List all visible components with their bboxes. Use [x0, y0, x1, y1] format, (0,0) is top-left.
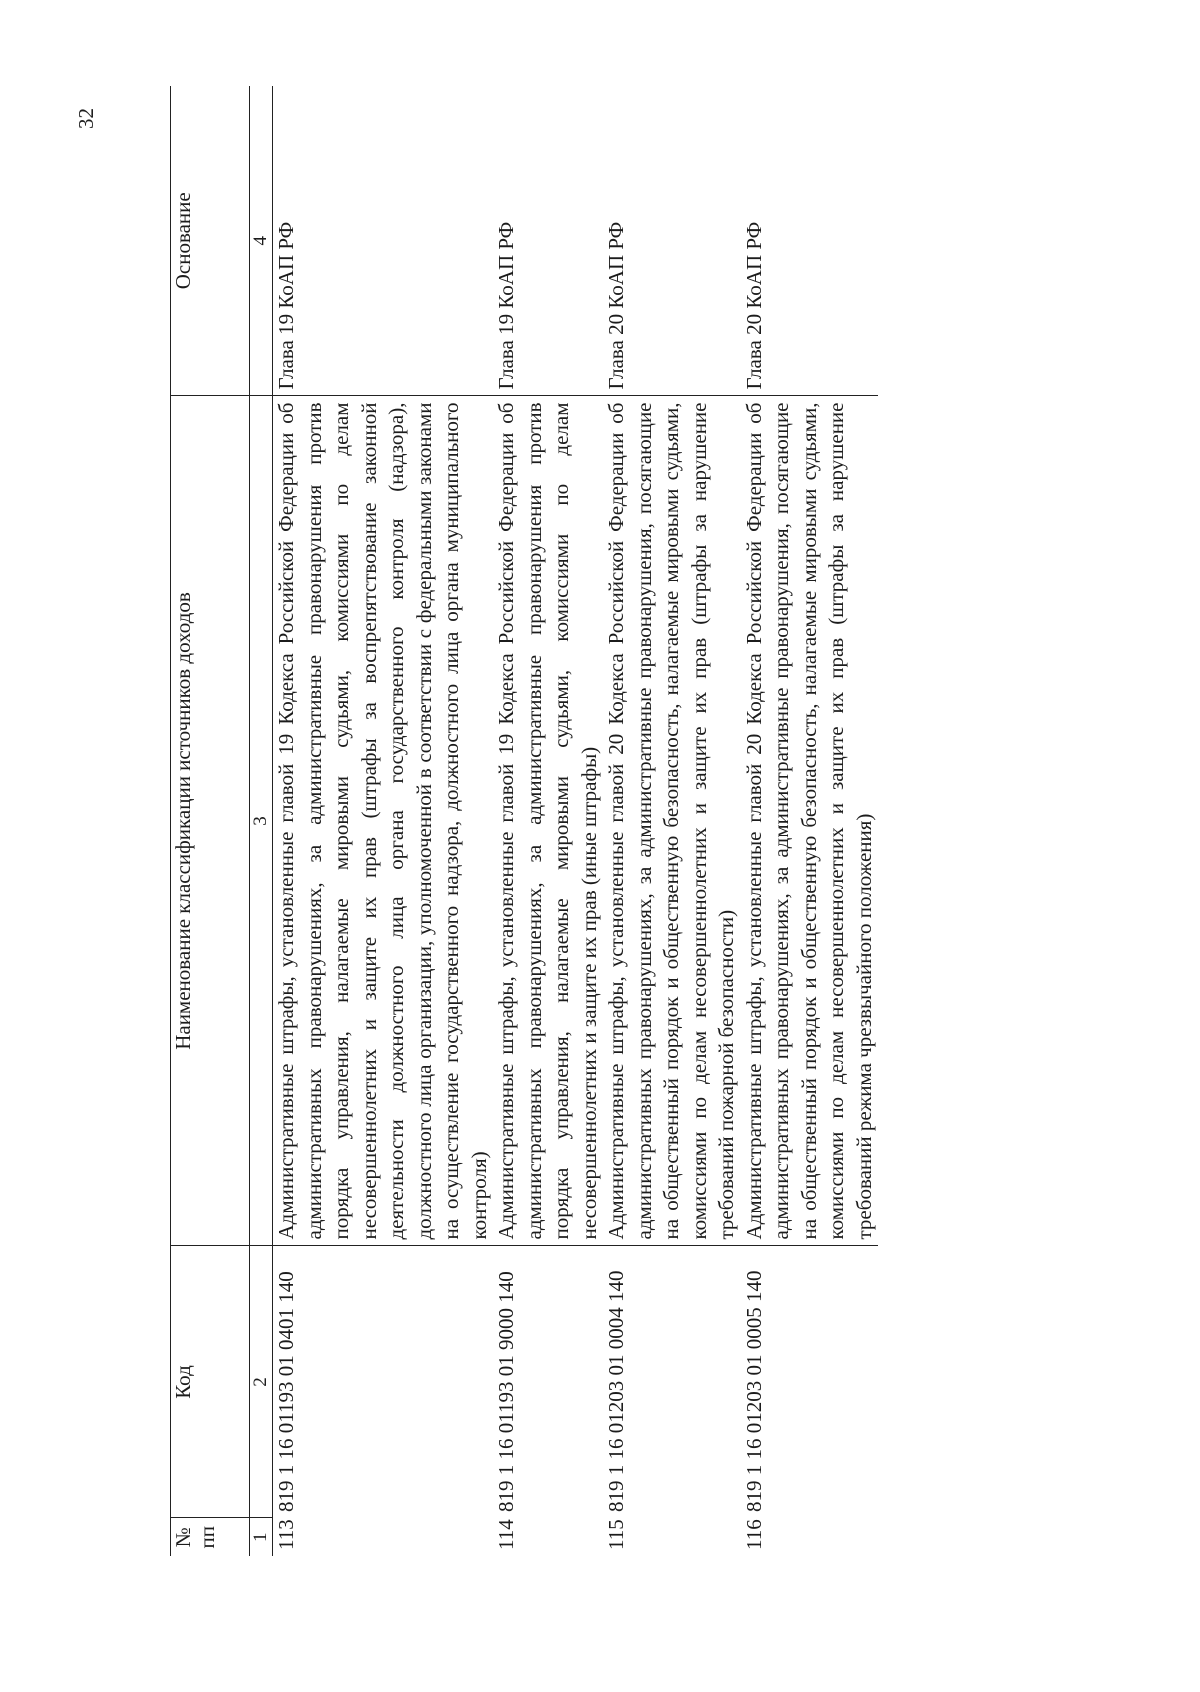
table-row [493, 86, 603, 1556]
header-name: Наименование классификации источников доходов [171, 396, 250, 1246]
table-row [741, 86, 879, 1556]
row-number: 114 [494, 1519, 518, 1550]
table-header-row [171, 86, 250, 1556]
row-name: Административные штрафы, установленные главой 20 Кодекса Российской Федерации об административных правонарушениях, за административные правонарушения, посягающие на общественный порядок и общественную безопасность, налагаемые мировыми судьями, комиссиями по делам несовершеннолетних и защите их прав (штрафы за нарушение требований пожарной безопасности) [603, 396, 741, 1246]
header-num: № пп [171, 1518, 250, 1556]
row-basis: Глава 19 КоАП РФ [273, 86, 494, 396]
header-basis: Основание [171, 192, 195, 290]
row-number: 113 [274, 1519, 298, 1550]
column-number-row [250, 86, 273, 1556]
column-number: 4 [250, 86, 273, 396]
revenue-classification-table [170, 86, 878, 1556]
rotated-table-container [170, 86, 1010, 1556]
column-number: 2 [250, 1246, 273, 1518]
header-code: Код [171, 1246, 250, 1518]
column-number: 3 [250, 396, 273, 1246]
row-name: Административные штрафы, установленные главой 19 Кодекса Российской Федерации об административных правонарушениях, за административные правонарушения против порядка управления, налагаемые мировыми судьями, комиссиями по делам несовершеннолетних и защите их прав (иные штрафы) [493, 396, 603, 1246]
row-basis: Глава 20 КоАП РФ [603, 86, 741, 396]
row-number: 116 [741, 1519, 766, 1550]
row-basis: Глава 20 КоАП РФ [741, 86, 879, 396]
row-number: 115 [604, 1519, 628, 1550]
row-name: Административные штрафы, установленные главой 20 Кодекса Российской Федерации об административных правонарушениях, за административные правонарушения, посягающие на общественный порядок и общественную безопасность, налагаемые мировыми судьями, комиссиями по делам несовершеннолетних и защите их прав (штрафы за нарушение требований режима чрезвычайного положения) [741, 396, 879, 1246]
table-row [603, 86, 741, 1556]
column-number: 1 [250, 1518, 273, 1556]
row-code: 819 1 16 01203 01 0004 140 [604, 1270, 628, 1512]
table-row [273, 86, 494, 1556]
row-name: Административные штрафы, установленные главой 19 Кодекса Российской Федерации об административных правонарушениях, за административные правонарушения против порядка управления, налагаемые мировыми судьями, комиссиями по делам несовершеннолетних и защите их прав (штрафы за воспрепятствование законной деятельности должностного лица органа государственного контроля (надзора), должностного лица организации, уполномоченной в соответствии с федеральными законами на осуществление государственного надзора, должностного лица органа муниципального контроля) [273, 396, 494, 1246]
row-code: 819 1 16 01203 01 0005 140 [741, 1270, 766, 1512]
page-number: 32 [74, 108, 98, 129]
row-basis: Глава 19 КоАП РФ [493, 86, 603, 396]
row-code: 819 1 16 01193 01 9000 140 [494, 1271, 518, 1512]
row-code: 819 1 16 01193 01 0401 140 [274, 1271, 298, 1512]
